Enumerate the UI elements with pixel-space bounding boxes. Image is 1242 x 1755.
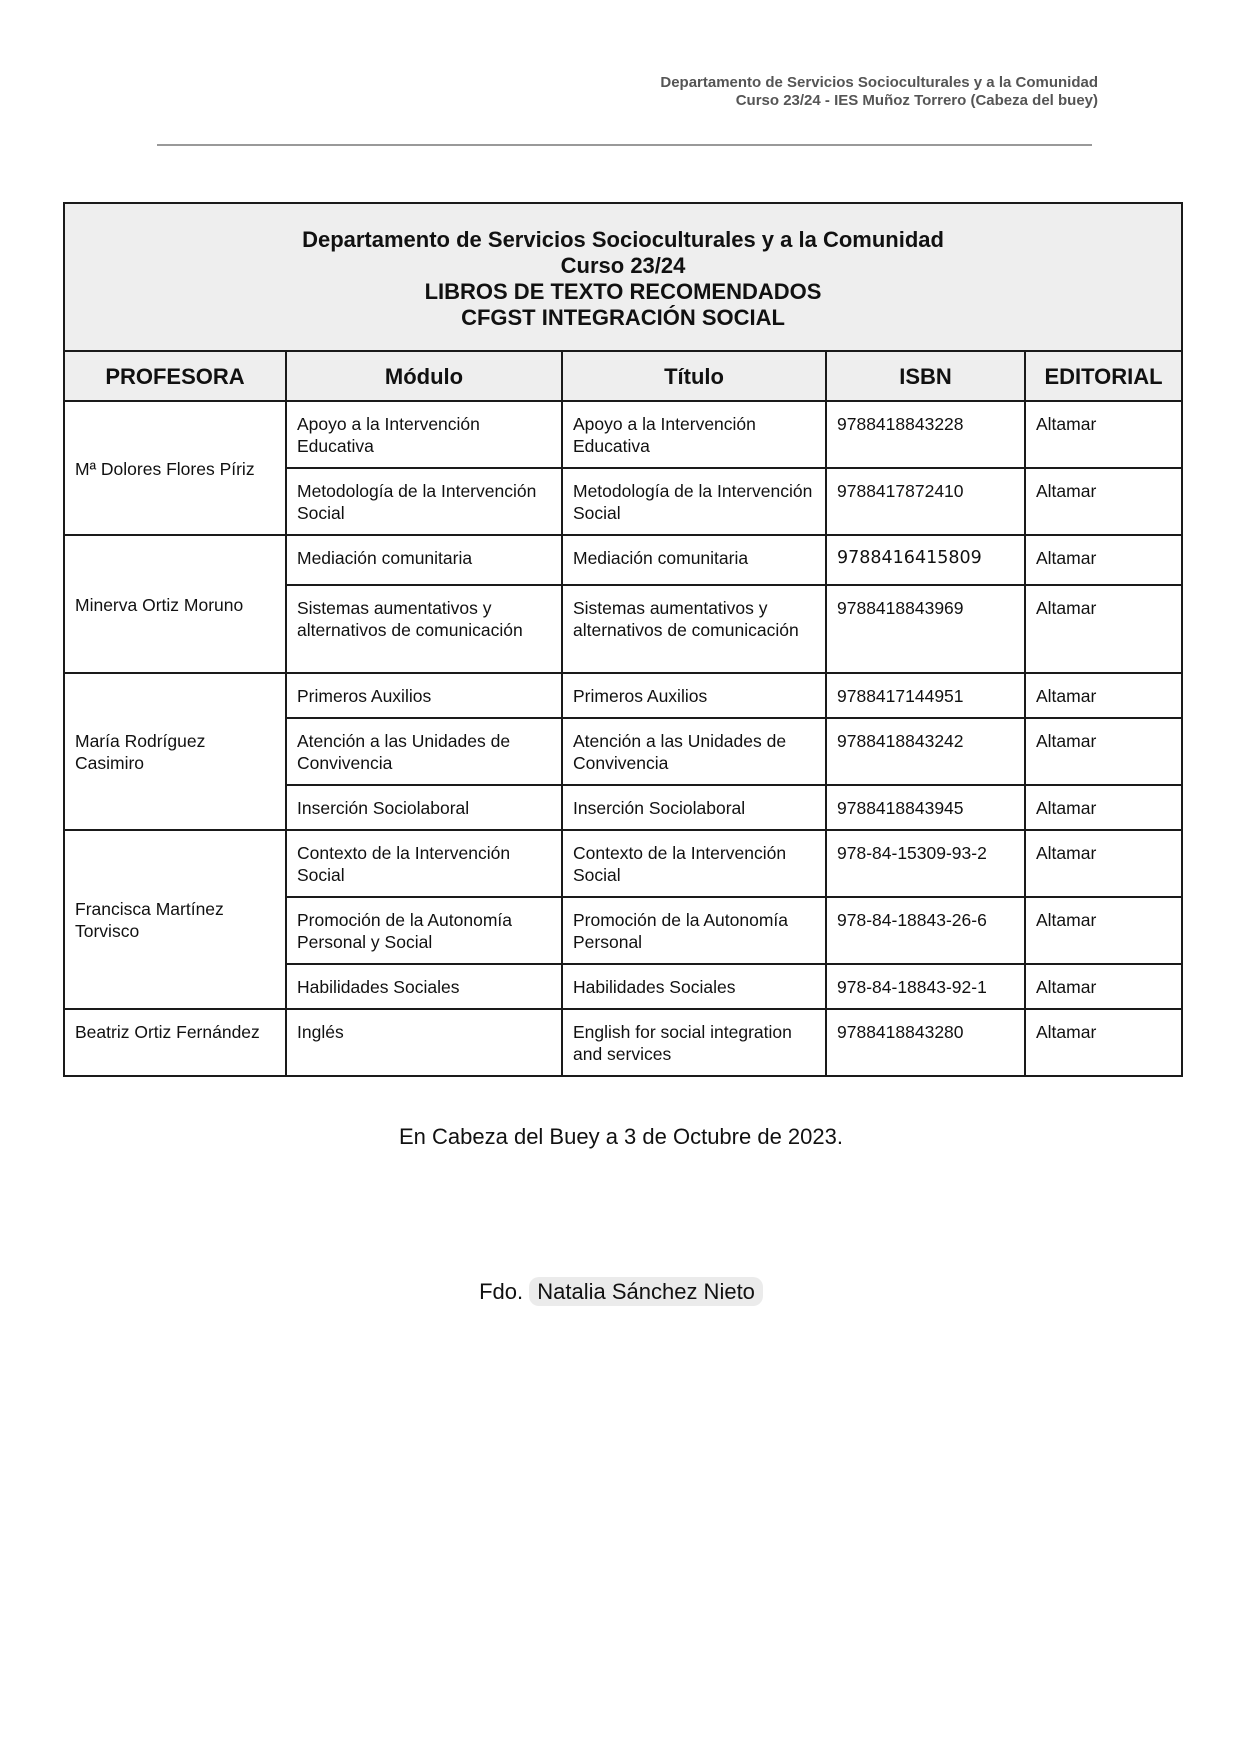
modulo-cell: Mediación comunitaria xyxy=(286,535,562,585)
modulo-cell: Atención a las Unidades de Convivencia xyxy=(286,718,562,785)
modulo-cell: Primeros Auxilios xyxy=(286,673,562,718)
modulo-cell: Promoción de la Autonomía Personal y Social xyxy=(286,897,562,964)
titulo-cell: Contexto de la Intervención Social xyxy=(562,830,826,897)
editorial-cell: Altamar xyxy=(1025,401,1182,468)
column-header-titulo: Título xyxy=(562,351,826,401)
isbn-cell: 9788418843280 xyxy=(826,1009,1025,1076)
editorial-cell: Altamar xyxy=(1025,897,1182,964)
editorial-cell: Altamar xyxy=(1025,468,1182,535)
column-header-modulo: Módulo xyxy=(286,351,562,401)
titulo-cell: Sistemas aumentativos y alternativos de comunicación xyxy=(562,585,826,673)
isbn-cell: 9788418843242 xyxy=(826,718,1025,785)
modulo-cell: Habilidades Sociales xyxy=(286,964,562,1009)
signature-prefix: Fdo. xyxy=(479,1279,524,1304)
editorial-cell: Altamar xyxy=(1025,718,1182,785)
editorial-cell: Altamar xyxy=(1025,830,1182,897)
titulo-cell: Apoyo a la Intervención Educativa xyxy=(562,401,826,468)
column-header-editorial: EDITORIAL xyxy=(1025,351,1182,401)
table-title-program: CFGST INTEGRACIÓN SOCIAL xyxy=(461,305,785,330)
teacher-cell: Francisca Martínez Torvisco xyxy=(64,830,286,1009)
table-title-row xyxy=(64,203,1182,351)
editorial-cell: Altamar xyxy=(1025,964,1182,1009)
page-header xyxy=(660,74,1098,110)
editorial-cell: Altamar xyxy=(1025,535,1182,585)
modulo-cell: Inglés xyxy=(286,1009,562,1076)
table-title-course: Curso 23/24 xyxy=(560,253,686,278)
isbn-cell: 9788417872410 xyxy=(826,468,1025,535)
header-course: Curso 23/24 - IES Muñoz Torrero (Cabeza del buey) xyxy=(735,92,1098,109)
teacher-cell: Minerva Ortiz Moruno xyxy=(64,535,286,673)
titulo-cell: Metodología de la Intervención Social xyxy=(562,468,826,535)
editorial-cell: Altamar xyxy=(1025,585,1182,673)
modulo-cell: Metodología de la Intervención Social xyxy=(286,468,562,535)
modulo-cell: Apoyo a la Intervención Educativa xyxy=(286,401,562,468)
table-row xyxy=(64,535,1182,585)
titulo-cell: Mediación comunitaria xyxy=(562,535,826,585)
table-row xyxy=(64,673,1182,718)
table-title xyxy=(64,203,1182,351)
column-header-isbn: ISBN xyxy=(826,351,1025,401)
teacher-cell: Beatriz Ortiz Fernández xyxy=(64,1009,286,1076)
titulo-cell: Primeros Auxilios xyxy=(562,673,826,718)
titulo-cell: Atención a las Unidades de Convivencia xyxy=(562,718,826,785)
teacher-cell: Mª Dolores Flores Píriz xyxy=(64,401,286,535)
modulo-cell: Inserción Sociolaboral xyxy=(286,785,562,830)
isbn-cell: 9788418843228 xyxy=(826,401,1025,468)
teacher-cell: María Rodríguez Casimiro xyxy=(64,673,286,830)
isbn-cell: 978-84-15309-93-2 xyxy=(826,830,1025,897)
titulo-cell: Inserción Sociolaboral xyxy=(562,785,826,830)
isbn-cell: 9788416415809 xyxy=(826,535,1025,585)
table-row xyxy=(64,1009,1182,1076)
table-header-row xyxy=(64,351,1182,401)
table-row xyxy=(64,401,1182,468)
table-title-department: Departamento de Servicios Socioculturales y a la Comunidad xyxy=(302,227,944,252)
modulo-cell: Sistemas aumentativos y alternativos de comunicación xyxy=(286,585,562,673)
modulo-cell: Contexto de la Intervención Social xyxy=(286,830,562,897)
signature-line xyxy=(0,1279,1242,1305)
titulo-cell: Habilidades Sociales xyxy=(562,964,826,1009)
header-divider xyxy=(157,144,1092,146)
editorial-cell: Altamar xyxy=(1025,785,1182,830)
titulo-cell: Promoción de la Autonomía Personal xyxy=(562,897,826,964)
signer-name: Natalia Sánchez Nieto xyxy=(529,1277,763,1306)
editorial-cell: Altamar xyxy=(1025,673,1182,718)
isbn-cell: 9788418843969 xyxy=(826,585,1025,673)
titulo-cell: English for social integration and services xyxy=(562,1009,826,1076)
isbn-cell: 9788417144951 xyxy=(826,673,1025,718)
table-row xyxy=(64,830,1182,897)
closing-statement: En Cabeza del Buey a 3 de Octubre de 2023. xyxy=(399,1124,843,1149)
column-header-profesora: PROFESORA xyxy=(64,351,286,401)
textbooks-table xyxy=(63,202,1183,1077)
isbn-cell: 978-84-18843-26-6 xyxy=(826,897,1025,964)
isbn-cell: 978-84-18843-92-1 xyxy=(826,964,1025,1009)
isbn-cell: 9788418843945 xyxy=(826,785,1025,830)
header-department: Departamento de Servicios Socioculturales y a la Comunidad xyxy=(660,74,1098,91)
table-title-subject: LIBROS DE TEXTO RECOMENDADOS xyxy=(424,279,822,304)
editorial-cell: Altamar xyxy=(1025,1009,1182,1076)
